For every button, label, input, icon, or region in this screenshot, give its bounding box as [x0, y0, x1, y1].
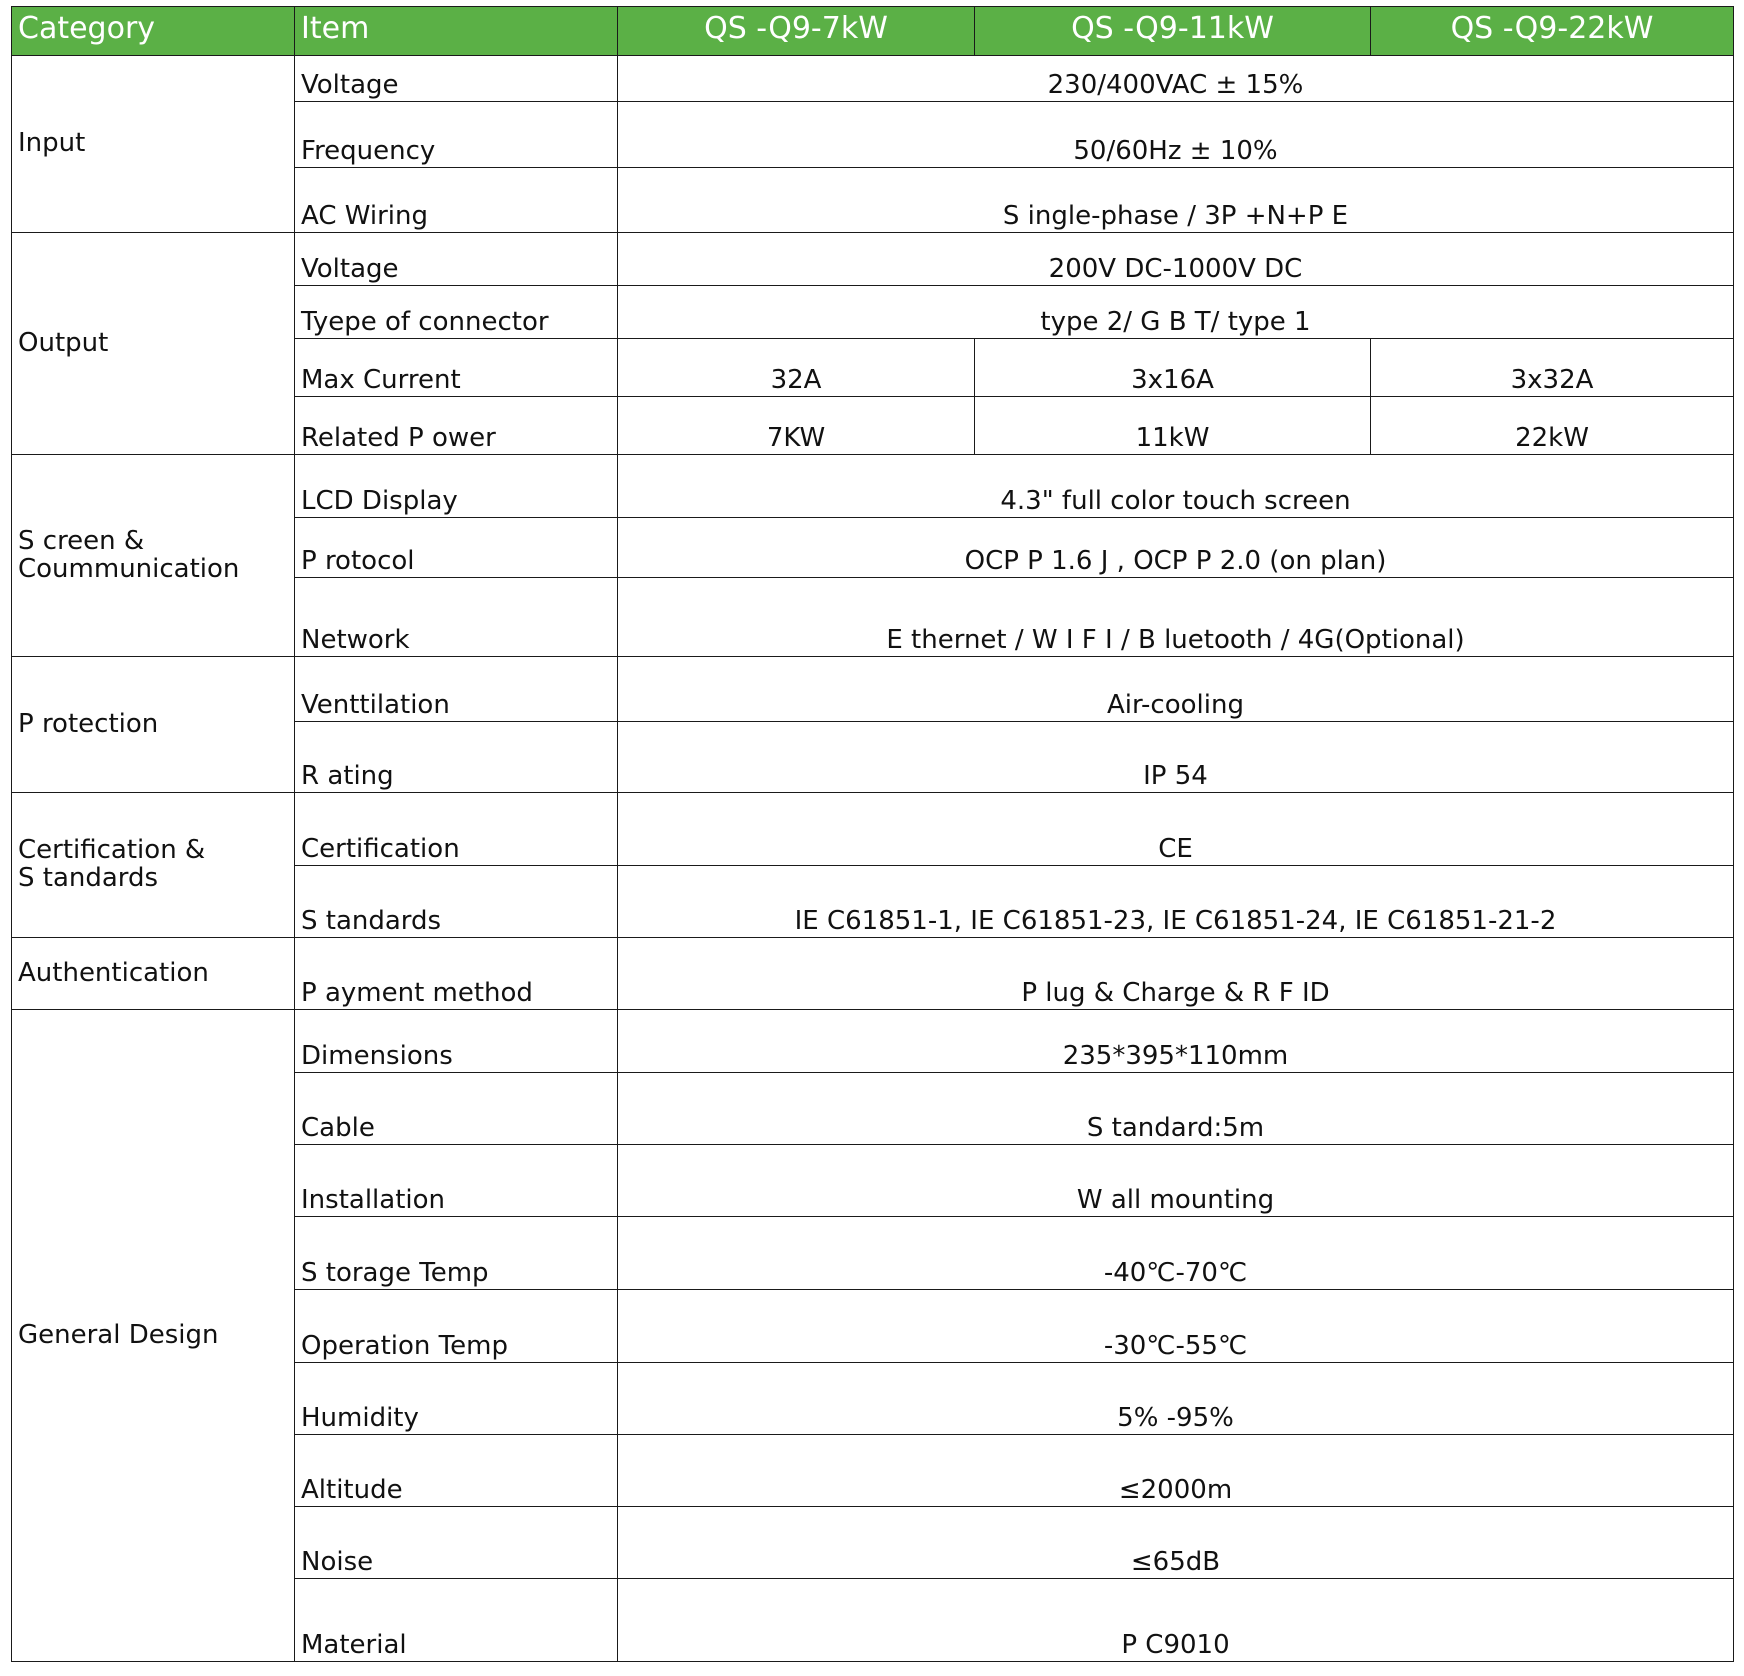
table-row	[12, 938, 1734, 1010]
category-screen-communication	[12, 455, 295, 657]
category-certification-standards	[12, 793, 295, 938]
table-row	[12, 1010, 1734, 1073]
item-related-power: Related P ower	[295, 397, 618, 455]
item-lcd-display: LCD Display	[295, 455, 618, 518]
item-noise: Noise	[295, 1507, 618, 1579]
value-standards: IE C61851-1, IE C61851-23, IE C61851-24, IE C61851-21-2	[618, 866, 1734, 938]
value-certification: CE	[618, 793, 1734, 866]
value-max-current-11kw: 3x16A	[975, 339, 1371, 397]
category-screen-line2: Coummunication	[18, 553, 240, 584]
value-network: E thernet / W I F I / B luetooth / 4G(Optional)	[618, 578, 1734, 657]
value-operation-temp: -30℃-55℃	[618, 1290, 1734, 1363]
header-model-22kw: QS -Q9-22kW	[1371, 7, 1734, 56]
item-storage-temp: S torage Temp	[295, 1217, 618, 1290]
item-input-voltage: Voltage	[295, 56, 618, 102]
value-max-current-7kw: 32A	[618, 339, 975, 397]
value-protocol: OCP P 1.6 J , OCP P 2.0 (on plan)	[618, 518, 1734, 578]
category-protection: P rotection	[12, 657, 295, 793]
value-input-frequency: 50/60Hz ± 10%	[618, 102, 1734, 168]
table-row	[12, 455, 1734, 518]
value-power-22kw: 22kW	[1371, 397, 1734, 455]
table-row	[12, 233, 1734, 286]
category-cert-line2: S tandards	[18, 863, 159, 893]
item-network: Network	[295, 578, 618, 657]
value-power-7kw: 7KW	[618, 397, 975, 455]
item-altitude: Altitude	[295, 1435, 618, 1507]
value-lcd-display: 4.3" full color touch screen	[618, 455, 1734, 518]
item-max-current: Max Current	[295, 339, 618, 397]
value-cable: S tandard:5m	[618, 1073, 1734, 1145]
item-installation: Installation	[295, 1145, 618, 1217]
header-model-11kw: QS -Q9-11kW	[975, 7, 1371, 56]
category-screen-line1: S creen &	[18, 525, 145, 556]
category-authentication: Authentication	[12, 938, 295, 1010]
header-item: Item	[295, 7, 618, 56]
item-operation-temp: Operation Temp	[295, 1290, 618, 1363]
spec-sheet	[11, 6, 1733, 1667]
table-row	[12, 793, 1734, 866]
value-material: P C9010	[618, 1579, 1734, 1662]
category-output: Output	[12, 233, 295, 455]
item-humidity: Humidity	[295, 1363, 618, 1435]
value-max-current-22kw: 3x32A	[1371, 339, 1734, 397]
value-ventilation: Air-cooling	[618, 657, 1734, 722]
item-connector-type: Tyepe of connector	[295, 286, 618, 339]
table-row	[12, 56, 1734, 102]
item-standards: S tandards	[295, 866, 618, 938]
item-output-voltage: Voltage	[295, 233, 618, 286]
item-certification: Certification	[295, 793, 618, 866]
value-payment-method: P lug & Charge & R F ID	[618, 938, 1734, 1010]
value-altitude: ≤2000m	[618, 1435, 1734, 1507]
value-storage-temp: -40℃-70℃	[618, 1217, 1734, 1290]
value-dimensions: 235*395*110mm	[618, 1010, 1734, 1073]
item-payment-method: P ayment method	[295, 938, 618, 1010]
item-cable: Cable	[295, 1073, 618, 1145]
value-connector-type: type 2/ G B T/ type 1	[618, 286, 1734, 339]
value-input-voltage: 230/400VAC ± 15%	[618, 56, 1734, 102]
item-ventilation: Venttilation	[295, 657, 618, 722]
value-rating: IP 54	[618, 722, 1734, 793]
value-power-11kw: 11kW	[975, 397, 1371, 455]
value-humidity: 5% -95%	[618, 1363, 1734, 1435]
table-row	[12, 657, 1734, 722]
category-cert-line1: Certification &	[18, 835, 206, 865]
value-installation: W all mounting	[618, 1145, 1734, 1217]
category-general-design: General Design	[12, 1010, 295, 1662]
header-model-7kw: QS -Q9-7kW	[618, 7, 975, 56]
item-protocol: P rotocol	[295, 518, 618, 578]
header-row	[12, 7, 1734, 56]
item-ac-wiring: AC Wiring	[295, 168, 618, 233]
spec-table	[11, 6, 1734, 1662]
header-category: Category	[12, 7, 295, 56]
item-dimensions: Dimensions	[295, 1010, 618, 1073]
value-noise: ≤65dB	[618, 1507, 1734, 1579]
value-ac-wiring: S ingle-phase / 3P +N+P E	[618, 168, 1734, 233]
category-input: Input	[12, 56, 295, 233]
item-material: Material	[295, 1579, 618, 1662]
value-output-voltage: 200V DC-1000V DC	[618, 233, 1734, 286]
item-input-frequency: Frequency	[295, 102, 618, 168]
item-rating: R ating	[295, 722, 618, 793]
